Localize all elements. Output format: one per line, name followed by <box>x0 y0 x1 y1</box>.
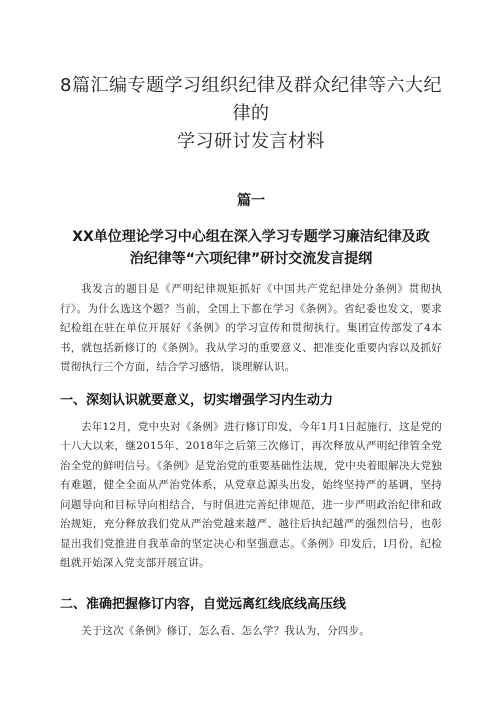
section-label: 篇一 <box>237 193 265 209</box>
intro-paragraph: 我发言的题目是《严明纪律规矩抓好《中国共产党纪律处分条例》贯彻执行》。为什么选这个题？当前，全国上下都在学习《条例》。省纪委也发文，要求纪检组在驻在单位开展好《条例》的学习宣传和贯彻执行。集团宣传部发了4本书，就包括新修订的《条例》。我从学习的重要意义、把准变化重要内容以及抓好贯彻执行三个方面，结合学习感悟，谈理解认识。 <box>60 283 442 373</box>
document-title-line-1: 8篇汇编专题学习组织纪律及群众纪律等六大纪律的 <box>60 75 442 124</box>
heading-1: 一、深刻认识就要意义，切实增强学习内生动力 <box>60 392 334 408</box>
document-title <box>60 0 442 156</box>
section-title-line-2: 治纪律等“六项纪律”研讨交流发言提纲 <box>129 251 373 267</box>
heading-2: 二、准确把握修订内容，自觉远离红线底线高压线 <box>60 596 347 612</box>
paragraph-1: 去年12月，党中央对《条例》进行修订印发，今年1月1日起施行，这是党的十八大以来，继2015年、2018年之后第三次修订，再次释放从严明纪律管全党治全党的鲜明信号。《条例》是党治党的重要基础性法规，党中央着眼解决大党独有难题，健全全面从严治党体系，从党章总源头出发，始终坚持严的基调，坚持问题导向和目标导向相结合，与时俱进完善纪律规范，进一步严明政治纪律和政治规矩，充分释放我们党从严治党越来越严、越往后执纪越严的强烈信号，也彰显出我们党推进自我革命的坚定决心和坚强意志。《条例》印发后，l月份，纪检组就开始深入党支部开展宣讲。 <box>60 420 442 569</box>
section-title <box>60 226 442 270</box>
section-title-line-1: XX单位理论学习中心组在深入学习专题学习廉洁纪律及政 <box>72 229 430 245</box>
document-title-line-2: 学习研讨发言材料 <box>177 131 325 152</box>
paragraph-2: 关于这次《条例》修订，怎么看、怎么学？我认为，分四步。 <box>81 624 370 637</box>
